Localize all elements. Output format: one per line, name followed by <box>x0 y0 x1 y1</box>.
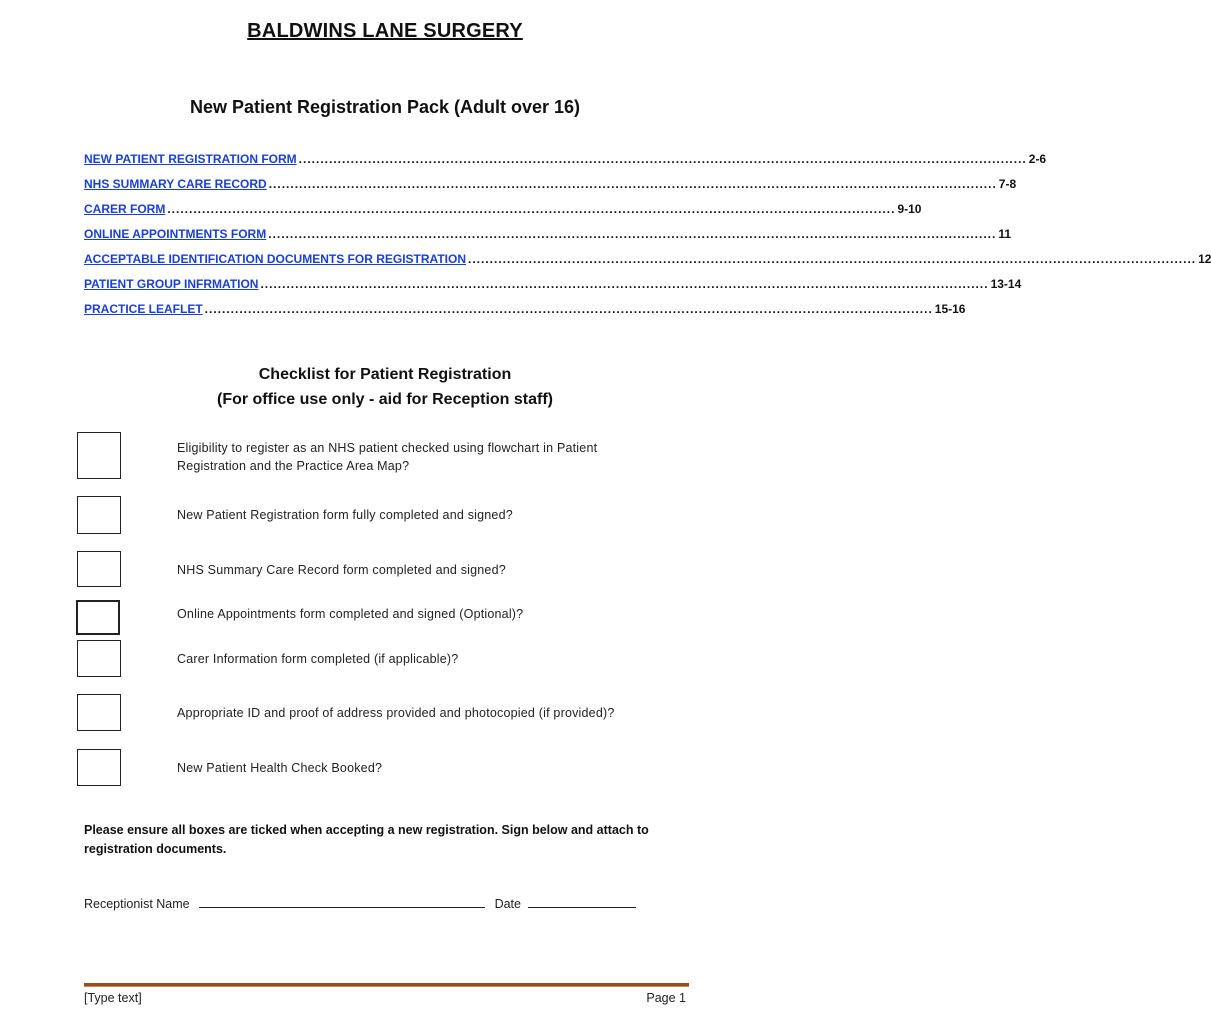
checklist-title: Checklist for Patient Registration <box>258 366 512 383</box>
toc-entry <box>84 302 966 327</box>
checklist-checkbox-health-check[interactable] <box>77 749 121 786</box>
toc-page-number: 7-8 <box>998 177 1017 191</box>
checklist-item: Online Appointments form completed and signed (Optional)? <box>177 607 524 621</box>
toc-page-number: 15-16 <box>934 302 966 316</box>
checklist-heading <box>0 362 770 412</box>
toc-entry <box>84 227 1012 252</box>
toc-link[interactable]: PATIENT GROUP INFRMATION <box>84 277 259 291</box>
checklist-item: New Patient Health Check Booked? <box>177 761 383 775</box>
document-title: BALDWINS LANE SURGERY <box>247 20 523 42</box>
toc-link[interactable]: NHS SUMMARY CARE RECORD <box>84 177 267 191</box>
checklist-checkbox-summary-care[interactable] <box>77 551 121 587</box>
checklist-checkbox-id-proof[interactable] <box>77 694 121 731</box>
checklist-item: New Patient Registration form fully completed and signed? <box>177 508 513 522</box>
document-subtitle: New Patient Registration Pack (Adult over 16) <box>189 97 581 117</box>
footer-placeholder-text: [Type text] <box>84 991 142 1005</box>
toc-link[interactable]: NEW PATIENT REGISTRATION FORM <box>84 152 297 166</box>
checklist-item: Appropriate ID and proof of address provided and photocopied (if provided)? <box>177 706 615 720</box>
checklist-subtitle: (For office use only - aid for Reception staff) <box>216 391 554 408</box>
checklist-item: NHS Summary Care Record form completed and signed? <box>177 563 506 577</box>
toc-link[interactable]: ONLINE APPOINTMENTS FORM <box>84 227 267 241</box>
toc-entry <box>84 202 922 227</box>
toc-link[interactable]: PRACTICE LEAFLET <box>84 302 203 316</box>
date-label: Date <box>494 897 521 911</box>
toc-page-number: 11 <box>998 227 1012 241</box>
page-number: Page 1 <box>646 991 686 1005</box>
receptionist-name-field[interactable] <box>199 893 485 908</box>
toc-page-number: 2-6 <box>1028 152 1047 166</box>
toc-leader: ........................................................................................................................................................................ <box>468 252 1197 266</box>
toc-link[interactable]: ACCEPTABLE IDENTIFICATION DOCUMENTS FOR REGISTRATION <box>84 252 466 266</box>
receptionist-name-label: Receptionist Name <box>84 897 190 911</box>
instruction-note: Please ensure all boxes are ticked when accepting a new registration. Sign below and attach to registration documents. <box>84 823 649 856</box>
footer-divider <box>84 983 689 986</box>
checklist-checkbox-registration-form[interactable] <box>77 496 121 534</box>
date-field[interactable] <box>528 893 636 908</box>
toc-page-number: 9-10 <box>897 202 922 216</box>
toc-page-number: 12 <box>1198 252 1211 266</box>
toc-leader: ........................................................................................................................................................................ <box>204 302 933 316</box>
checklist-checkbox-carer[interactable] <box>77 640 121 677</box>
toc-entry <box>84 252 1211 277</box>
toc-entry <box>84 277 1022 302</box>
checklist-item: Eligibility to register as an NHS patient checked using flowchart in Patient Registration and the Practice Area Map? <box>177 441 598 473</box>
toc-leader: ........................................................................................................................................................................ <box>268 227 997 241</box>
table-of-contents <box>84 152 1211 327</box>
checklist-item: Carer Information form completed (if applicable)? <box>177 652 459 666</box>
toc-entry <box>84 152 1047 177</box>
toc-page-number: 13-14 <box>990 277 1022 291</box>
checklist-checkbox-eligibility[interactable] <box>77 432 121 479</box>
signature-row <box>84 893 636 911</box>
toc-leader: ........................................................................................................................................................................ <box>298 152 1027 166</box>
toc-leader: ........................................................................................................................................................................ <box>260 277 989 291</box>
toc-link[interactable]: CARER FORM <box>84 202 166 216</box>
toc-leader: ........................................................................................................................................................................ <box>268 177 997 191</box>
toc-entry <box>84 177 1017 202</box>
checklist-checkbox-online-appointments[interactable] <box>76 600 120 635</box>
toc-leader: ........................................................................................................................................................................ <box>167 202 896 216</box>
